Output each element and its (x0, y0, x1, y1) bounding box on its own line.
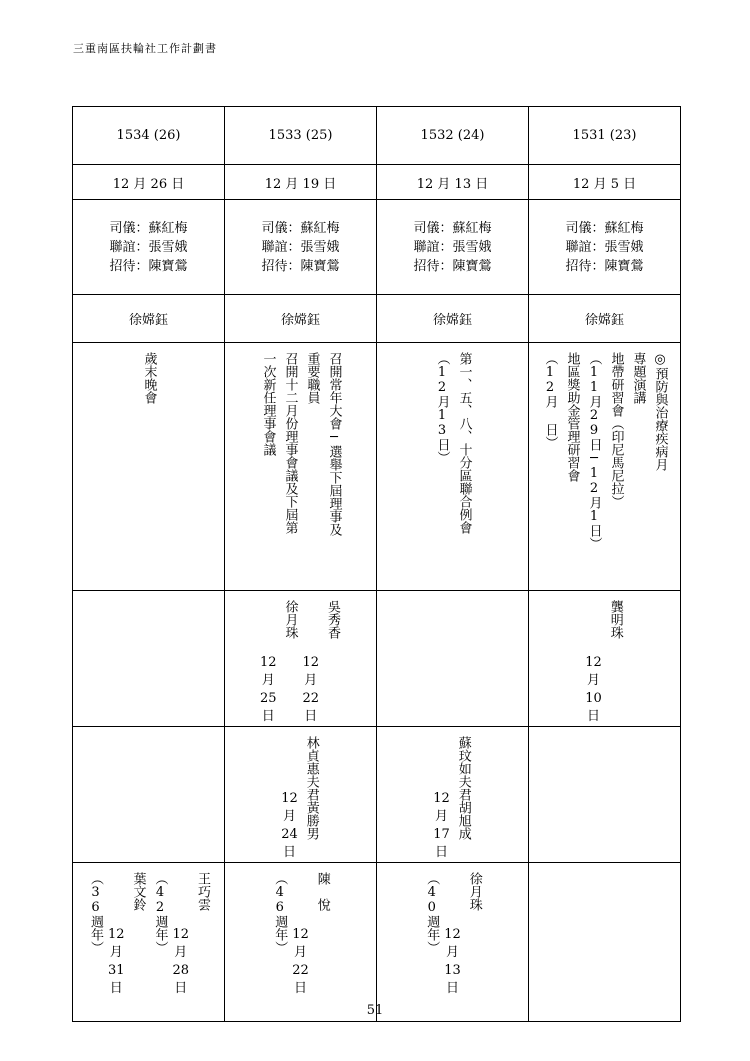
anniversary-years: （46週年） (272, 872, 288, 954)
birthday-name: 徐月珠 (282, 600, 298, 639)
speaker-cell: 徐嫦鈺 (529, 295, 681, 343)
meeting-date-row (73, 165, 681, 200)
birthday-entry (260, 600, 299, 726)
anniversary-cell-content (225, 863, 376, 998)
spouse-cell-content (73, 727, 224, 736)
birthday-cell (377, 591, 529, 727)
anniversary-date: 12 月 31 日 (107, 927, 125, 996)
meeting-date-cell: 12 月 26 日 (73, 165, 225, 200)
anniversary-cell (377, 863, 529, 1022)
event-cell-content (73, 343, 224, 404)
event-cell (377, 343, 529, 591)
page-header: 三重南區扶輪社工作計劃書 (73, 42, 217, 55)
fellowship-text: 聯誼：張雪娥 (109, 239, 188, 255)
birthday-cell-content (73, 591, 224, 600)
event-text: 重要職員 (304, 352, 320, 404)
spouse-cell-content (377, 727, 528, 862)
event-text: ◎預防與治療疾病月 (652, 352, 668, 471)
event-cell (529, 343, 681, 591)
anniversary-name: 徐月珠 (466, 872, 482, 911)
anniversary-cell (529, 863, 681, 1022)
event-cell-content (377, 343, 528, 534)
meeting-schedule-table (72, 106, 681, 1022)
anniversary-years: （36週年） (87, 872, 103, 954)
reception-text: 招待：陳寶鶯 (109, 258, 188, 274)
reception-text: 招待：陳寶鶯 (565, 258, 644, 274)
spouse-cell-content (225, 727, 376, 862)
meeting-number-cell: 1533 (25) (225, 107, 377, 165)
duty-staff-cell (225, 200, 377, 295)
event-cell-content (529, 343, 680, 550)
event-text: （12月 日） (542, 352, 558, 449)
spouse-date: 12 月 17 日 (433, 791, 450, 860)
anniversary-cell (73, 863, 225, 1022)
event-cell (73, 343, 225, 591)
fellowship-text: 聯誼：張雪娥 (565, 239, 644, 255)
anniversary-years: （40週年） (424, 872, 440, 954)
meeting-number-cell: 1534 (26) (73, 107, 225, 165)
anniversary-cell-content (73, 863, 224, 998)
meeting-number-row (73, 107, 681, 165)
meeting-number-cell: 1532 (24) (377, 107, 529, 165)
event-cell (225, 343, 377, 591)
spouse-date: 12 月 24 日 (281, 791, 298, 860)
duty-staff-cell (529, 200, 681, 295)
anniversary-entry (86, 872, 147, 998)
anniversary-date: 12 月 13 日 (444, 927, 461, 996)
anniversary-years: （42週年） (152, 872, 168, 954)
anniversary-name: 王巧雲 (195, 872, 211, 911)
anniversary-cell-content (377, 863, 528, 998)
speaker-cell: 徐嫦鈺 (73, 295, 225, 343)
meeting-number-cell: 1531 (23) (529, 107, 681, 165)
event-cell-content (225, 343, 376, 536)
event-text: 召開常年大會─選舉下屆理事及 (326, 352, 342, 536)
anniversary-entry (270, 872, 331, 998)
event-text: （11月29日─12月1日） (586, 352, 602, 550)
birthday-cell (225, 591, 377, 727)
birthday-entry (585, 600, 624, 726)
spouse-birthday-row (73, 727, 681, 863)
meeting-date-cell: 12 月 19 日 (225, 165, 377, 200)
fellowship-text: 聯誼：張雪娥 (413, 239, 492, 255)
emcee-text: 司儀：蘇紅梅 (413, 220, 492, 236)
speaker-cell: 徐嫦鈺 (377, 295, 529, 343)
fellowship-text: 聯誼：張雪娥 (261, 239, 340, 255)
birthday-cell (529, 591, 681, 727)
spouse-cell-content (529, 727, 680, 736)
birthday-date: 12 月 10 日 (585, 655, 602, 724)
member-birthday-row (73, 591, 681, 727)
spouse-cell (73, 727, 225, 863)
event-text: 召開十二月份理事會議及下屆第 (282, 352, 298, 534)
speaker-row (73, 295, 681, 343)
event-text: 地帶研習會（印尼馬尼拉） (608, 352, 624, 508)
event-text: 歲末晚會 (141, 352, 157, 404)
meeting-date-cell: 12 月 13 日 (377, 165, 529, 200)
meeting-date-cell: 12 月 5 日 (529, 165, 681, 200)
birthday-name: 吳秀香 (325, 600, 341, 639)
anniversary-cell-content (529, 863, 680, 872)
spouse-cell (377, 727, 529, 863)
event-text: （12月13日） (434, 352, 450, 464)
birthday-name: 龔明珠 (607, 600, 623, 639)
anniversary-entry (422, 872, 483, 998)
anniversary-name: 陳 悅 (314, 872, 330, 911)
anniversary-name: 葉文鈴 (130, 872, 146, 911)
emcee-text: 司儀：蘇紅梅 (261, 220, 340, 236)
birthday-cell-content (377, 591, 528, 600)
birthday-cell-content (529, 591, 680, 726)
event-text: 專題演講 (630, 352, 646, 404)
duty-staff-cell (377, 200, 529, 295)
anniversary-entry (151, 872, 212, 998)
spouse-name: 蘇玟如夫君胡旭成 (455, 736, 471, 840)
birthday-cell-content (225, 591, 376, 726)
spouse-name: 林貞惠夫君黃勝男 (303, 736, 319, 840)
page-number: 51 (366, 1003, 384, 1018)
emcee-text: 司儀：蘇紅梅 (109, 220, 188, 236)
birthday-cell (73, 591, 225, 727)
wedding-anniversary-row (73, 863, 681, 1022)
spouse-entry (281, 736, 320, 862)
duty-staff-cell (73, 200, 225, 295)
spouse-cell (225, 727, 377, 863)
spouse-entry (433, 736, 472, 862)
emcee-text: 司儀：蘇紅梅 (565, 220, 644, 236)
birthday-date: 12 月 22 日 (302, 655, 320, 724)
anniversary-cell (225, 863, 377, 1022)
anniversary-date: 12 月 28 日 (172, 927, 190, 996)
event-text: 第一、五、八、十分區聯合例會 (456, 352, 472, 534)
event-text: 地區獎助金管理研習會 (564, 352, 580, 482)
event-text: 一次新任理事會議 (260, 352, 276, 456)
reception-text: 招待：陳寶鶯 (413, 258, 492, 274)
birthday-entry (303, 600, 342, 726)
reception-text: 招待：陳寶鶯 (261, 258, 340, 274)
spouse-cell (529, 727, 681, 863)
event-row (73, 343, 681, 591)
duty-staff-row (73, 200, 681, 295)
anniversary-date: 12 月 22 日 (292, 927, 309, 996)
speaker-cell: 徐嫦鈺 (225, 295, 377, 343)
birthday-date: 12 月 25 日 (259, 655, 277, 724)
